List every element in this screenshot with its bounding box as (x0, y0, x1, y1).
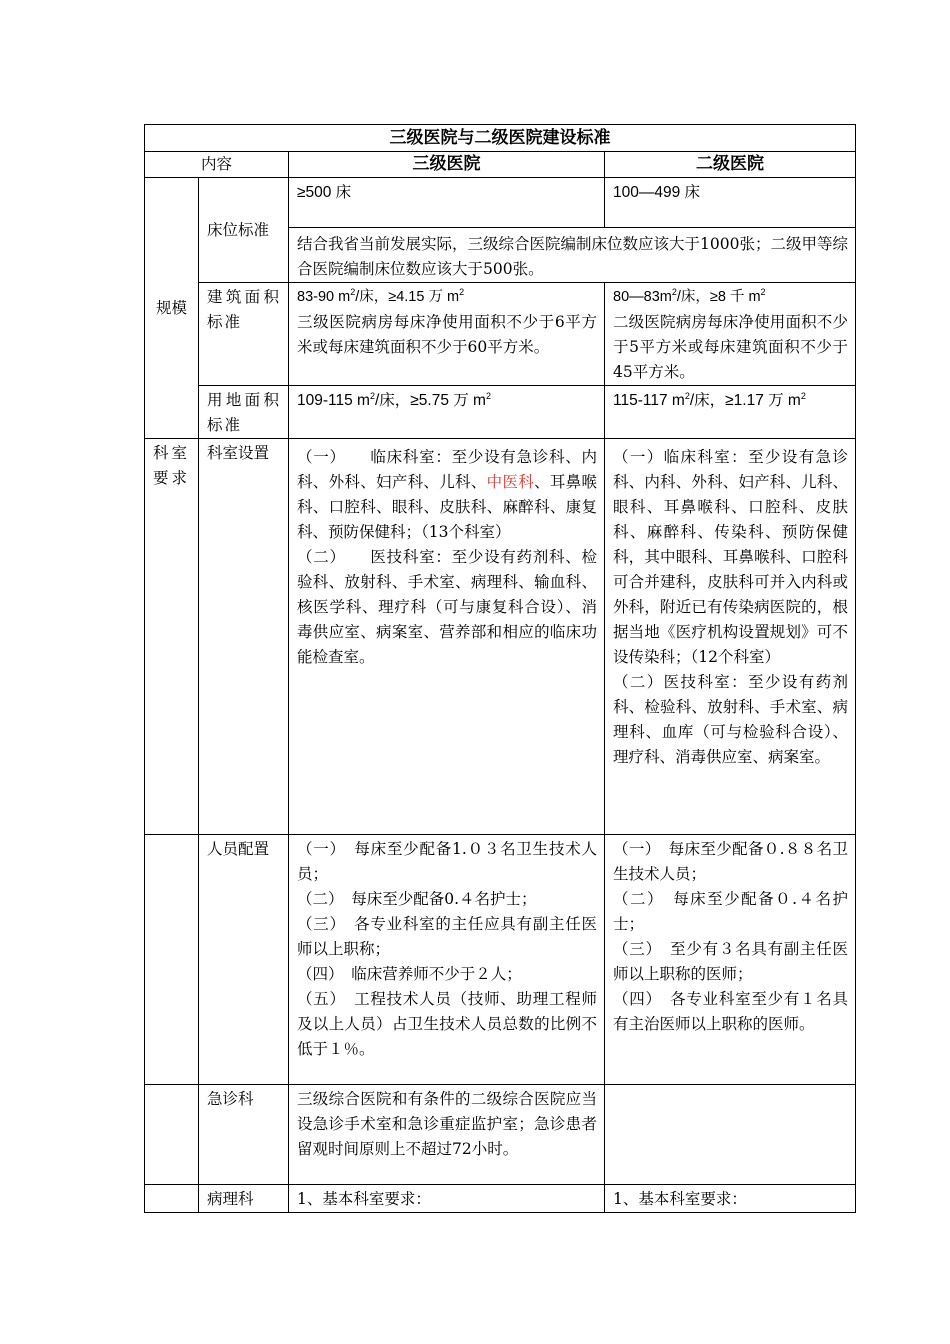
land-level2: 115-117 $m^2/$床，≥1.17 万 $m^2$ (605, 386, 856, 439)
building-level3 (289, 283, 605, 386)
emergency-label: 急诊科 (199, 1085, 289, 1185)
hospital-standards-table (144, 124, 856, 1213)
highlighted-tcm-dept: 中医科 (486, 473, 535, 491)
emergency-category-empty (145, 1085, 199, 1185)
staffing-level3-item: （二） 每床至少配备0.４名护士； (297, 890, 537, 908)
header-row (145, 152, 856, 178)
building-row (145, 283, 856, 386)
setup-level3-clinical: （一） 临床科室：至少设有急诊科、内科、外科、妇产科、儿科、中医科、耳鼻喉科、口腔科、眼科、皮肤科、麻醉科、康复科、预防保健科；（13个科室） (297, 448, 597, 541)
header-level3: 三级医院 (289, 152, 605, 178)
pathology-label: 病理科 (199, 1185, 289, 1213)
beds-level2: 100—499 床 (605, 178, 856, 228)
staffing-level2-item: （一） 每床至少配备０.８８名卫生技术人员； (613, 840, 848, 883)
building-level2-area: $80—83m^2/$床，≥8 千 $m^2$ (613, 287, 766, 305)
staffing-level3 (289, 835, 605, 1085)
staffing-level3-item: （一） 每床至少配备1.０３名卫生技术人员； (297, 840, 597, 883)
header-content: 内容 (145, 152, 289, 178)
staffing-level2-item: （三） 至少有３名具有副主任医师以上职称的医师； (613, 940, 848, 983)
setup-level3 (289, 439, 605, 835)
setup-label: 科室设置 (199, 439, 289, 835)
staffing-level3-item: （五） 工程技术人员（技师、助理工程师及以上人员）占卫生技术人员总数的比例不低于１％。 (297, 990, 597, 1058)
staffing-level3-item: （三） 各专业科室的主任应具有副主任医师以上职称； (297, 915, 597, 958)
pathology-level2: 1、基本科室要求： (605, 1185, 856, 1213)
staffing-level3-item: （四） 临床营养师不少于２人； (297, 965, 522, 983)
staffing-category-empty (145, 835, 199, 1085)
category-scale: 规模 (145, 178, 199, 439)
staffing-row (145, 835, 856, 1085)
building-level2 (605, 283, 856, 386)
building-level2-detail: 二级医院病房每床净使用面积不少于5平方米或每床建筑面积不少于45平方米。 (613, 313, 848, 381)
beds-level3: ≥500 床 (289, 178, 605, 228)
land-row (145, 386, 856, 439)
land-label: 用地面积标准 (199, 386, 289, 439)
emergency-row (145, 1085, 856, 1185)
header-level2: 二级医院 (605, 152, 856, 178)
category-departments: 科室要求 (145, 439, 199, 835)
dept-setup-row (145, 439, 856, 835)
staffing-label: 人员配置 (199, 835, 289, 1085)
building-label: 建筑面积标准 (199, 283, 289, 386)
setup-level2 (605, 439, 856, 835)
title-row (145, 125, 856, 152)
staffing-level2 (605, 835, 856, 1085)
pathology-row (145, 1185, 856, 1213)
beds-row (145, 178, 856, 228)
pathology-category-empty (145, 1185, 199, 1213)
setup-level3-medtech: （二） 医技科室：至少设有药剂科、检验科、放射科、手术室、病理科、输血科、核医学科、理疗科（可与康复科合设）、消毒供应室、病案室、营养部和相应的临床功能检查室。 (297, 548, 597, 666)
land-level3: 109-115 $m^2/$床，≥5.75 万 $m^2$ (289, 386, 605, 439)
setup-level2-medtech: （二）医技科室：至少设有药剂科、检验科、放射科、手术室、病理科、血库（可与检验科合设）、理疗科、消毒供应室、病案室。 (613, 673, 848, 766)
emergency-level3: 三级综合医院和有条件的二级综合医院应当设急诊手术室和急诊重症监护室；急诊患者留观时间原则上不超过72小时。 (289, 1085, 605, 1185)
staffing-level2-item: （二） 每床至少配备０.４名护士； (613, 890, 848, 933)
staffing-level2-item: （四） 各专业科室至少有１名具有主治医师以上职称的医师。 (613, 990, 848, 1033)
setup-level2-clinical: （一）临床科室：至少设有急诊科、内科、外科、妇产科、儿科、眼科、耳鼻喉科、口腔科、皮肤科、麻醉科、传染科、预防保健科，其中眼科、耳鼻喉科、口腔科可合并建科，皮肤科可并入内科或外科，附近已有传染病医院的，根据当地《医疗机构设置规划》可不设传染科；（12个科室） (613, 448, 848, 666)
building-level3-area: 83-90 $m^2/$床，≥4.15 万 $m^2$ (297, 287, 465, 305)
emergency-level2 (605, 1085, 856, 1185)
beds-note: 结合我省当前发展实际，三级综合医院编制床位数应该大于1000张；二级甲等综合医院编制床位数应该大于500张。 (289, 228, 856, 283)
beds-label: 床位标准 (199, 178, 289, 283)
table-title: 三级医院与二级医院建设标准 (145, 125, 856, 152)
building-level3-detail: 三级医院病房每床净使用面积不少于6平方米或每床建筑面积不少于60平方米。 (297, 313, 597, 356)
pathology-level3: 1、基本科室要求： (289, 1185, 605, 1213)
